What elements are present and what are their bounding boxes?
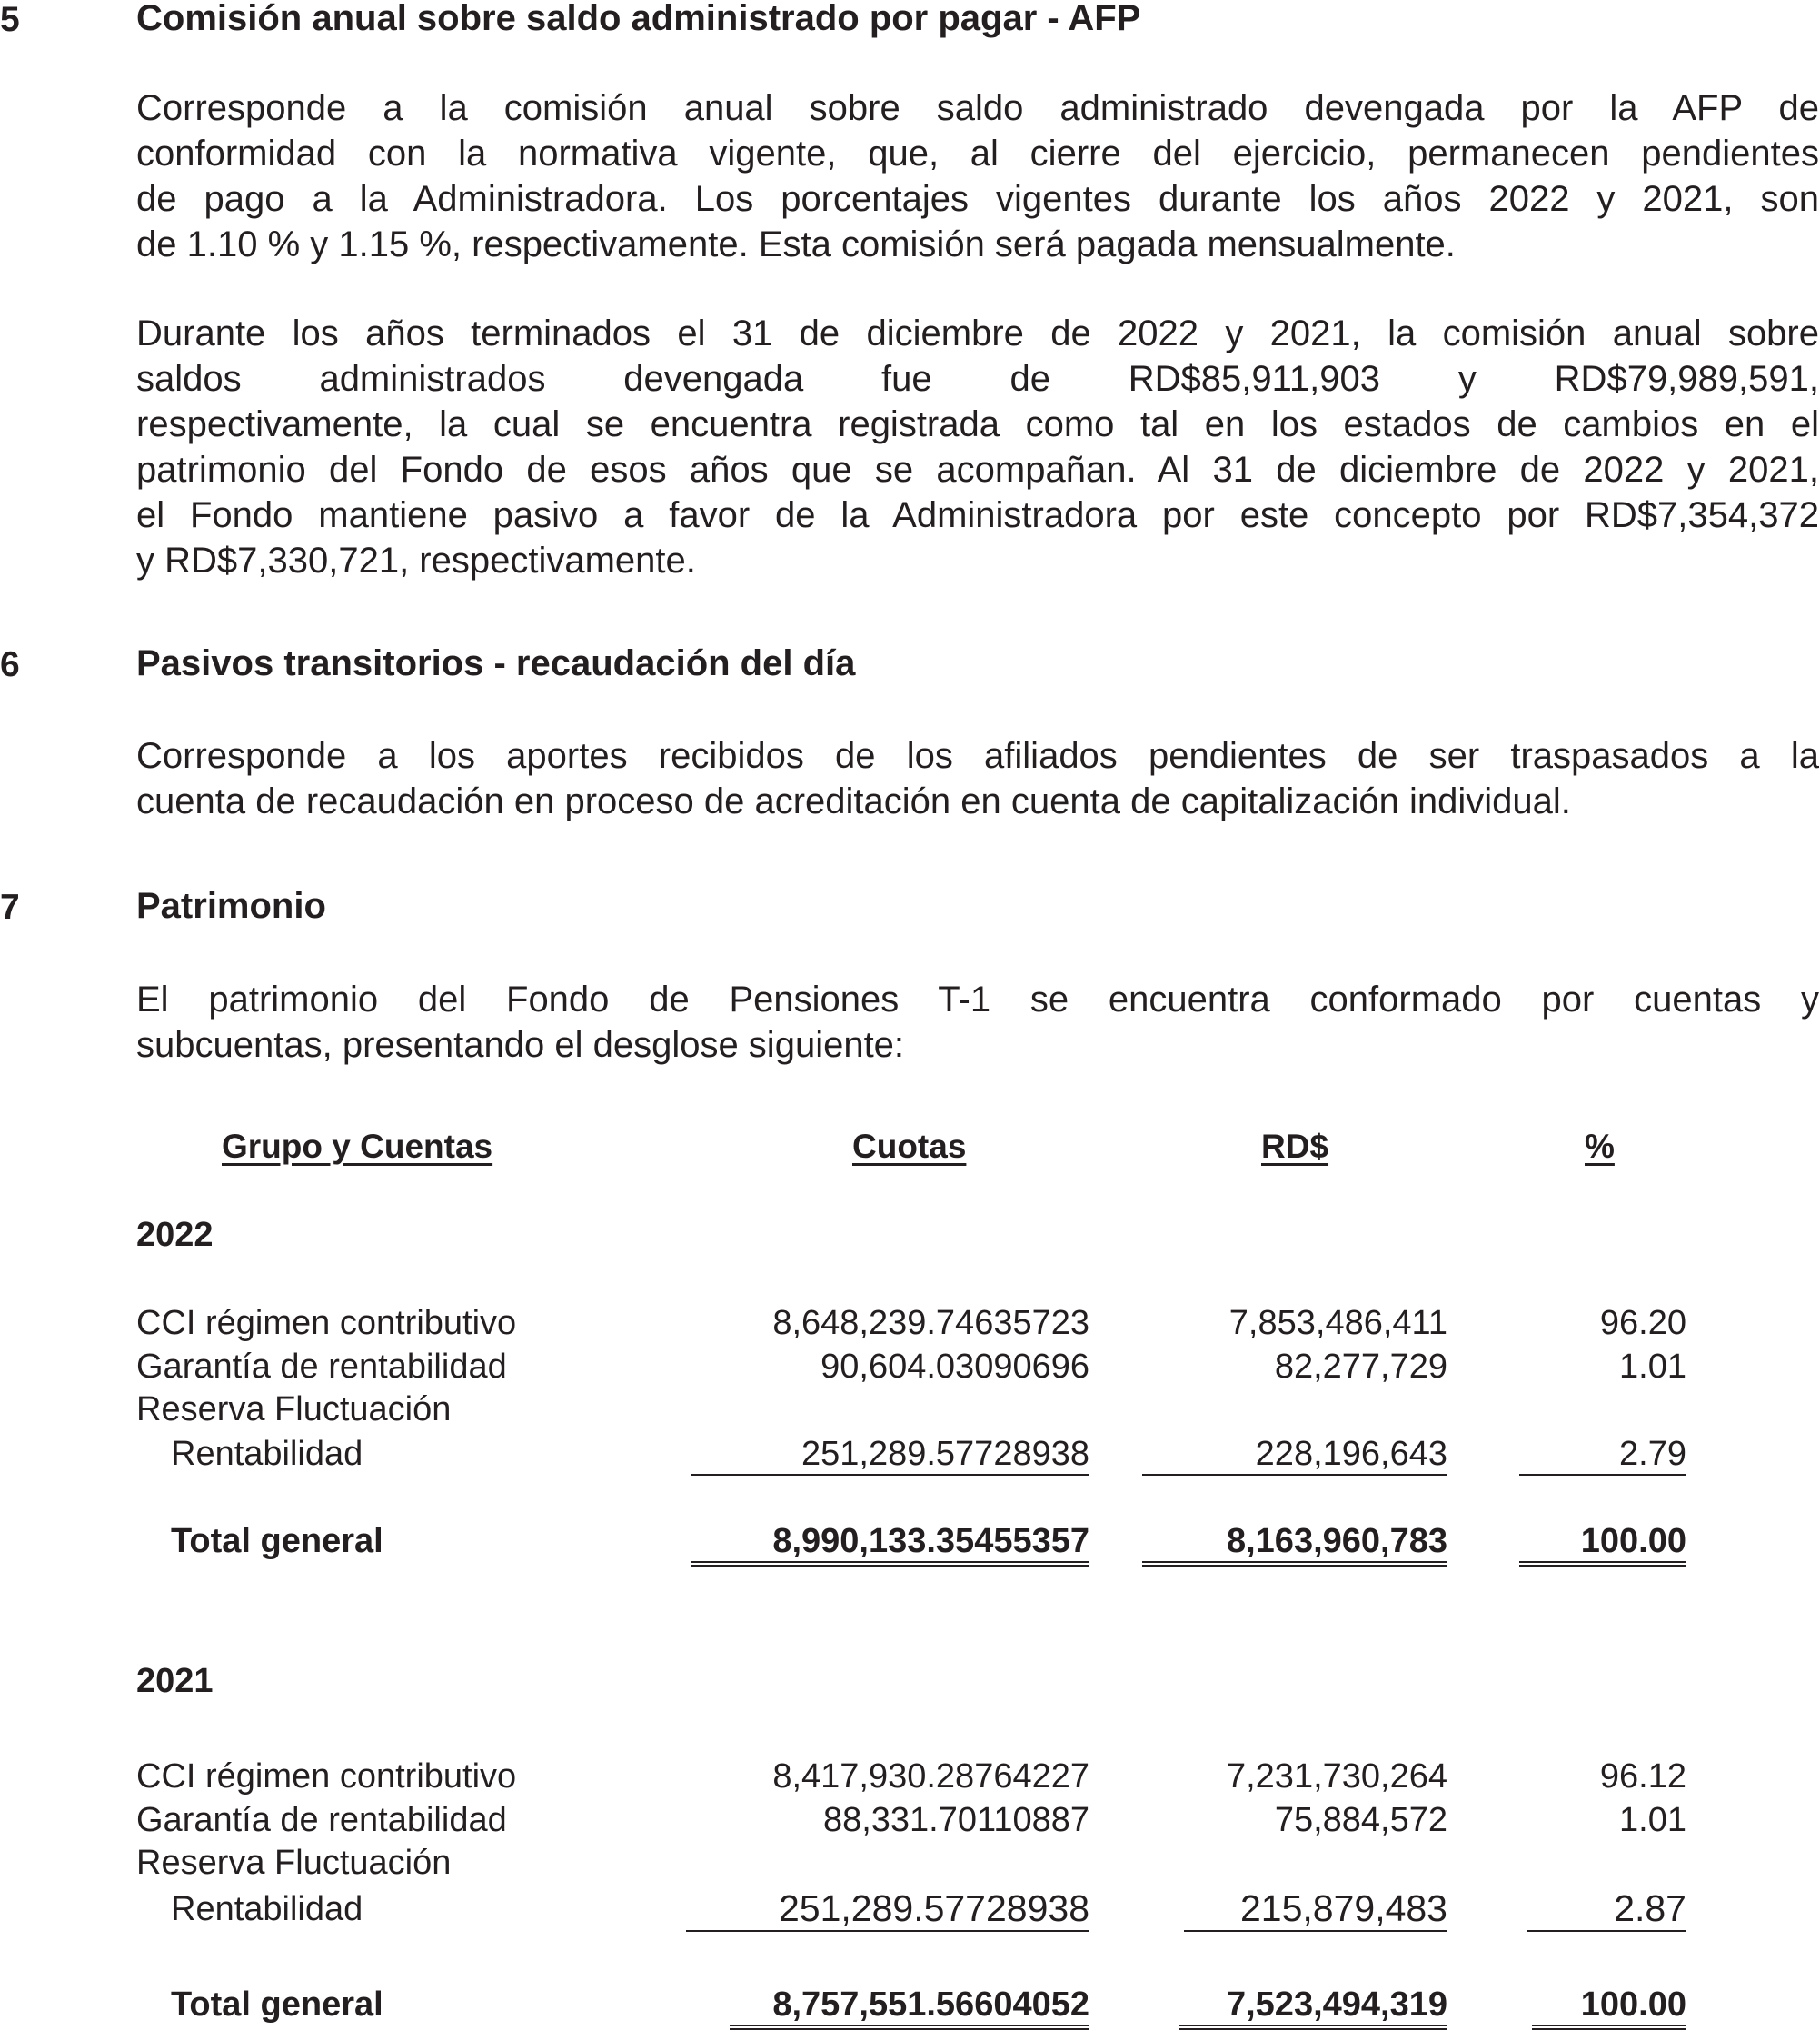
section-title: Patrimonio	[136, 886, 326, 926]
paragraph	[136, 85, 1819, 267]
paragraph	[136, 733, 1819, 824]
paragraph-line: saldos administrados devengada fue de RD$85,911,903 y RD$79,989,591,	[136, 359, 1819, 399]
cell-rd: 82,277,729	[1274, 1348, 1447, 1386]
row-label: Reserva Fluctuación	[136, 1390, 452, 1428]
paragraph-line: Corresponde a los aportes recibidos de los afiliados pendientes de ser traspasados a la	[136, 736, 1819, 776]
paragraph-line: cuenta de recaudación en proceso de acreditación en cuenta de capitalización individual.	[136, 781, 1571, 821]
total-rd: 8,163,960,783	[1142, 1522, 1447, 1567]
paragraph-line: respectivamente, la cual se encuentra registrada como tal en los estados de cambios en el	[136, 404, 1819, 444]
row-label: Garantía de rentabilidad	[136, 1348, 507, 1386]
paragraph-line: de 1.10 % y 1.15 %, respectivamente. Esta comisión será pagada mensualmente.	[136, 224, 1456, 264]
cell-rd: 7,231,730,264	[1226, 1757, 1447, 1796]
cell-pct: 96.12	[1599, 1757, 1686, 1796]
cell-cuotas: 251,289.57728938	[691, 1435, 1089, 1476]
paragraph-line: conformidad con la normativa vigente, que, al cierre del ejercicio, permanecen pendientes	[136, 134, 1819, 174]
cell-cuotas: 251,289.57728938	[686, 1887, 1089, 1932]
cell-cuotas: 90,604.03090696	[820, 1348, 1089, 1386]
column-header-group: Grupo y Cuentas	[222, 1128, 493, 1165]
cell-cuotas: 88,331.70110887	[822, 1801, 1089, 1839]
section-number: 7	[0, 888, 20, 927]
paragraph	[136, 311, 1819, 583]
row-label: CCI régimen contributivo	[136, 1304, 517, 1342]
section-number: 5	[0, 0, 20, 39]
total-pct: 100.00	[1519, 1522, 1686, 1567]
total-cuotas: 8,990,133.35455357	[691, 1522, 1089, 1567]
paragraph	[136, 977, 1819, 1068]
section-title: Pasivos transitorios - recaudación del día	[136, 643, 856, 683]
total-cuotas: 8,757,551.56604052	[730, 1985, 1089, 2030]
paragraph-line: de pago a la Administradora. Los porcentajes vigentes durante los años 2022 y 2021, son	[136, 179, 1819, 219]
cell-pct: 2.87	[1527, 1887, 1686, 1932]
paragraph-line: Corresponde a la comisión anual sobre saldo administrado devengada por la AFP de	[136, 88, 1819, 128]
cell-rd: 75,884,572	[1274, 1801, 1447, 1839]
total-label: Total general	[171, 1985, 383, 2024]
total-rd: 7,523,494,319	[1179, 1985, 1447, 2030]
row-label: Rentabilidad	[171, 1890, 363, 1928]
column-header-rd: RD$	[1261, 1128, 1329, 1165]
row-label: CCI régimen contributivo	[136, 1757, 517, 1796]
cell-pct: 96.20	[1599, 1304, 1686, 1342]
section-title: Comisión anual sobre saldo administrado por pagar - AFP	[136, 0, 1141, 38]
year-label: 2021	[136, 1662, 214, 1700]
total-label: Total general	[171, 1522, 383, 1560]
cell-pct: 2.79	[1519, 1435, 1686, 1476]
total-pct: 100.00	[1532, 1985, 1686, 2030]
paragraph-line: Durante los años terminados el 31 de diciembre de 2022 y 2021, la comisión anual sobre	[136, 313, 1819, 353]
paragraph-line: patrimonio del Fondo de esos años que se acompañan. Al 31 de diciembre de 2022 y 2021,	[136, 450, 1819, 490]
row-label: Garantía de rentabilidad	[136, 1801, 507, 1839]
column-header-cuotas: Cuotas	[852, 1128, 967, 1165]
cell-rd: 228,196,643	[1142, 1435, 1447, 1476]
paragraph-line: el Fondo mantiene pasivo a favor de la Administradora por este concepto por RD$7,354,372	[136, 495, 1819, 535]
cell-rd: 215,879,483	[1184, 1887, 1447, 1932]
paragraph-line: subcuentas, presentando el desglose siguiente:	[136, 1025, 905, 1065]
paragraph-line: y RD$7,330,721, respectivamente.	[136, 541, 696, 581]
paragraph-line: El patrimonio del Fondo de Pensiones T-1 se encuentra conformado por cuentas y	[136, 980, 1819, 1020]
cell-pct: 1.01	[1619, 1348, 1686, 1386]
row-label: Reserva Fluctuación	[136, 1844, 452, 1882]
column-header-pct: %	[1585, 1128, 1615, 1165]
cell-cuotas: 8,648,239.74635723	[772, 1304, 1089, 1342]
row-label: Rentabilidad	[171, 1435, 363, 1473]
year-label: 2022	[136, 1216, 214, 1254]
cell-cuotas: 8,417,930.28764227	[772, 1757, 1089, 1796]
cell-rd: 7,853,486,411	[1228, 1304, 1447, 1342]
section-number: 6	[0, 645, 20, 684]
cell-pct: 1.01	[1619, 1801, 1686, 1839]
